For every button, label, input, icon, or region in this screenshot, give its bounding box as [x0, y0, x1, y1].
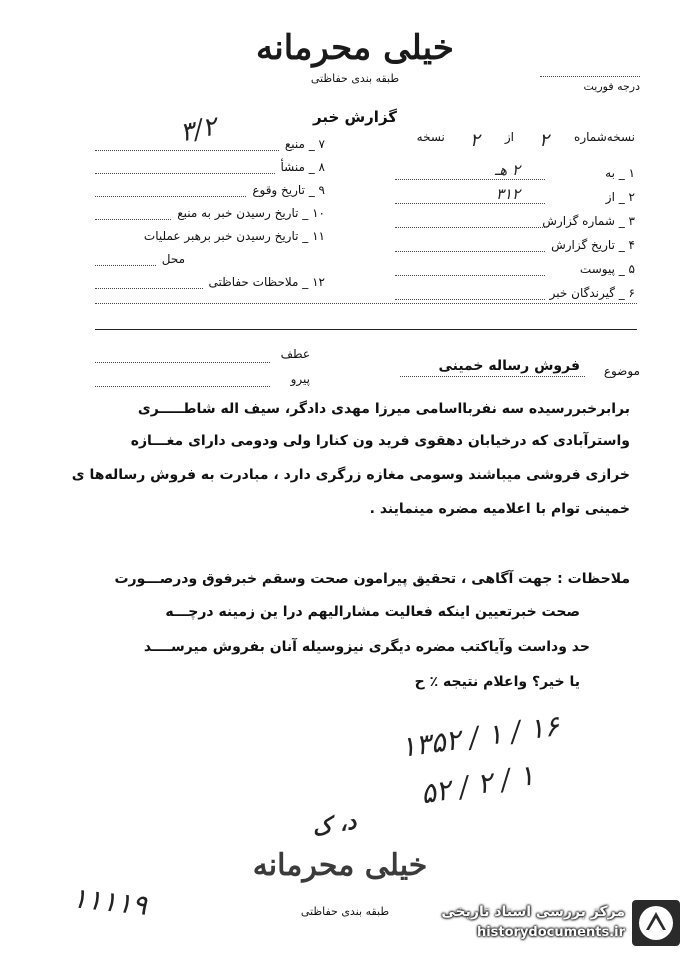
field-recipients-label: ۶ _ گیرندگان خبر [549, 286, 635, 300]
field-event-date-line [95, 196, 246, 197]
classification-stamp-top: خیلی محرمانه [256, 28, 454, 68]
followup-line [95, 386, 270, 387]
field-report-date-value [395, 251, 545, 252]
handwritten-annotation-2: ۵۲ / ۲ / ۱ [418, 758, 537, 811]
field-from-value: ۳۱۲ [395, 185, 545, 204]
handwritten-document-number: ۱۱۱۱۹ [70, 881, 149, 922]
field-attachment-value [395, 275, 545, 276]
notes-line-1: ملاحظات : جهت آگاهی ، تحقیق پیرامون صحت وسقم خبرفوق ودرصـــورت [114, 571, 630, 587]
classification-stamp-bottom: خیلی محرمانه [252, 848, 428, 883]
field-recipients-value [395, 299, 545, 300]
field-row [95, 220, 325, 243]
ref-line [95, 362, 270, 363]
field-place-label: محل [161, 252, 185, 266]
handwritten-initial: د، ک [310, 808, 359, 842]
priority-label: درجه فوریت [583, 80, 640, 93]
fields-left [95, 128, 325, 289]
field-source-line [95, 150, 279, 151]
field-source-receipt-label: ۱۰ _ تاریخ رسیدن خبر به منبع [177, 206, 325, 220]
field-source-receipt-line [95, 219, 171, 220]
separator-dotted [95, 303, 637, 304]
of-value: ۲ [470, 130, 480, 151]
body-line-3: خرازی فروشی میباشند وسومی مغازه زرگری دارد ، مبادرت به فروش رساله‌ها ی [71, 467, 630, 483]
field-place-line [95, 265, 156, 266]
field-event-date-label: ۹ _ تاریخ وقوع [252, 183, 325, 197]
copy-number-label: نسخه‌شماره [574, 130, 635, 144]
field-row [395, 156, 635, 180]
field-row [395, 228, 635, 252]
field-to-value: ۲ هـ [395, 161, 545, 180]
priority-line [540, 76, 640, 77]
watermark-title: مرکز بررسی اسناد تاریخی [441, 904, 625, 920]
body-line-4: خمینی توام با اعلامیه مضره مینمایند . [369, 501, 630, 517]
field-ops-receipt-label: ۱۱ _ تاریخ رسیدن خبر برهبر عملیات [143, 229, 325, 243]
field-report-number-label: ۳ _ شماره گزارش [542, 214, 635, 228]
handwritten-mark: ۳/۲ [177, 111, 220, 149]
field-row [95, 151, 325, 174]
field-row [95, 243, 325, 266]
classification-caption-bottom: طبقه بندی حفاظتی [300, 905, 390, 918]
subject-label: موضوع [603, 364, 640, 378]
watermark-url: historydocuments.ir [476, 925, 625, 940]
classification-caption-top: طبقه بندی حفاظتی [310, 72, 400, 85]
field-row [395, 252, 635, 276]
field-row [95, 266, 325, 289]
field-to-label: ۱ _ به [605, 166, 635, 180]
body-line-2: واسترآبادی که درخیابان دهقوی فرید ون کنارا ولی ودومی دارای مغـــازه [130, 433, 630, 449]
notes-line-3: حد وداست وآیاکتب مضره دیگری نیزوسیله آنان بفروش میرســــد [143, 639, 590, 655]
field-origin-line [95, 173, 275, 174]
field-row [95, 197, 325, 220]
body-line-1: برابرخبررسیده سه نفربااسامی میرزا مهدی دادگر، سیف اله شاطـــــری [137, 401, 630, 417]
followup-label: پیرو [290, 372, 310, 386]
field-security-notes-label: ۱۲ _ ملاحظات حفاظتی [208, 275, 325, 289]
notes-line-4: یا خیر؟ واعلام نتیجه ٪ ح [414, 674, 580, 690]
field-row [395, 180, 635, 204]
field-report-number-value [395, 227, 545, 228]
subject-line [400, 376, 585, 377]
copies-label: نسخه [416, 130, 445, 144]
field-row [95, 174, 325, 197]
ref-label: عطف [280, 347, 310, 361]
separator-solid [95, 329, 637, 330]
of-label: از [504, 130, 515, 144]
field-from-label: ۲ _ از [605, 190, 635, 204]
fields-right [395, 156, 635, 300]
report-title: گزارش خبر [312, 108, 398, 126]
field-row [395, 276, 635, 300]
field-attachment-label: ۵ _ پیوست [579, 262, 635, 276]
field-source-label: ۷ _ منبع [284, 137, 325, 151]
field-report-date-label: ۴ _ تاریخ گزارش [551, 238, 635, 252]
field-row [395, 204, 635, 228]
field-row [95, 128, 325, 151]
notes-line-2: صحت خبرتعیین اینکه فعالیت مشارالیهم درا ین زمینه درچـــه [165, 604, 580, 620]
copy-number-value: ۲ [539, 130, 549, 151]
handwritten-annotation-1: ۱۳۵۲ / ۱ / ۱۶ [398, 709, 562, 764]
subject-value: فروش رساله خمینی [438, 358, 580, 374]
field-origin-label: ۸ _ منشأ [280, 160, 325, 174]
copy-number-line [395, 130, 635, 151]
field-security-notes-line [95, 288, 203, 289]
archive-logo-icon [632, 900, 680, 946]
